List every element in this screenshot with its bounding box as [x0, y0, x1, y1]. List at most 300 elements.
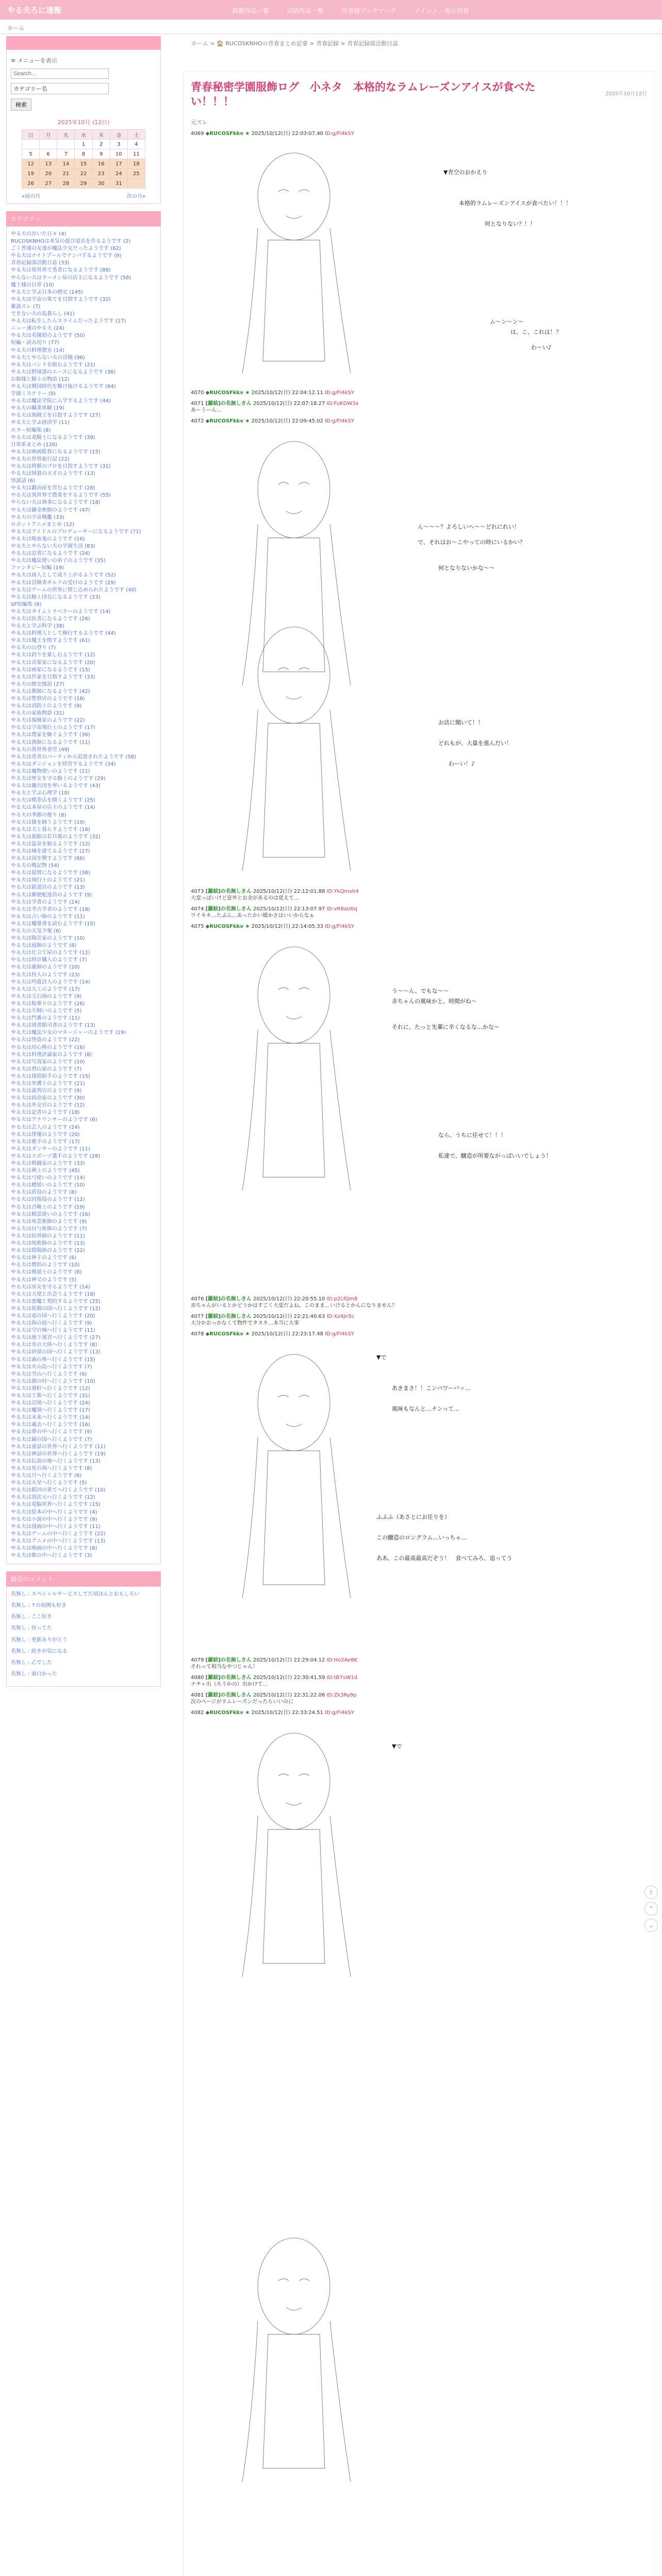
category-item[interactable]: やる夫は歌の中へ行くようです (3)	[11, 1553, 92, 1559]
category-item[interactable]: やる夫は宝石商のようです (9)	[11, 993, 82, 999]
category-item[interactable]: やる夫はダンジョンを経営するようです (34)	[11, 761, 116, 767]
category-item[interactable]: やる夫は剣士のようです (45)	[11, 1168, 80, 1174]
category-item[interactable]: やる夫はバンドを組むようです (21)	[11, 362, 95, 368]
category-item[interactable]: やる夫は銀河の果てへ行くようです (10)	[11, 1487, 106, 1494]
category-item[interactable]: やる夫と学ぶ心理学 (10)	[11, 790, 70, 796]
recent-comment-item[interactable]: 名無し : ↑の展開も好き	[11, 1603, 67, 1609]
category-item[interactable]: やる夫は大工のようです (17)	[11, 986, 80, 992]
home-link[interactable]: ホーム	[7, 25, 24, 31]
response-id[interactable]: ID:FuKDW3x	[326, 401, 359, 406]
category-item[interactable]: やる夫は薬師のようです (20)	[11, 964, 80, 971]
ascii-art-stroke	[258, 947, 330, 1043]
ascii-art-stroke	[242, 228, 351, 374]
response-date: 2025/10/12(日) 22:07:18.27	[253, 401, 325, 406]
category-item[interactable]: やる夫は弓使いのようです (14)	[11, 1175, 85, 1181]
response-num[interactable]: 4079	[191, 1657, 204, 1663]
category-item[interactable]: やらない夫は執事になるようです (18)	[11, 500, 101, 506]
category-item[interactable]: やる夫は空の城へ行くようです (11)	[11, 1328, 95, 1334]
response-id[interactable]: ID:vR8aU0q	[326, 906, 357, 912]
category-item[interactable]: やる夫の歴史探訪 (27)	[11, 681, 64, 687]
category-item[interactable]: ファンタジー短編 (19)	[11, 565, 64, 571]
response-num[interactable]: 4080	[191, 1675, 204, 1681]
nav-item-bookmarks[interactable]: 作者様ブックマーク	[341, 7, 397, 14]
recent-comment-item[interactable]: 名無し : 続きが気になる	[11, 1648, 68, 1654]
calendar-day[interactable]: 30	[92, 179, 110, 189]
category-item[interactable]: やる夫は音楽家になるようです (20)	[11, 659, 95, 666]
calendar-day[interactable]: 10	[110, 149, 127, 159]
response-id[interactable]: ID:Xz4Jn5c	[326, 1314, 355, 1319]
calendar-day[interactable]: 13	[40, 159, 57, 169]
calendar-day	[22, 140, 40, 149]
calendar-day[interactable]: 6	[40, 149, 57, 159]
category-item[interactable]: やる夫は城を建てるようです (27)	[11, 848, 90, 854]
category-item[interactable]: ホラー短編集 (8)	[11, 427, 51, 433]
calendar-day[interactable]: 7	[57, 149, 75, 159]
category-item[interactable]: やる夫の職業体験 (19)	[11, 405, 64, 412]
category-item[interactable]: やる夫は将棋のプロを目指すようです (31)	[11, 464, 111, 469]
ascii-art-stroke	[278, 482, 309, 514]
category-item[interactable]: やる夫は魔王を倒すようです (61)	[11, 638, 90, 644]
category-item[interactable]: やる夫はタイムトラベラーのようです (14)	[11, 608, 111, 615]
site-title[interactable]: やる夫ろに速報	[7, 6, 62, 15]
category-item[interactable]: やる夫は星の海へ行くようです (8)	[11, 1465, 92, 1471]
category-item[interactable]: やる夫は魔法学院に入学するようです (44)	[11, 398, 111, 404]
category-item[interactable]: やる夫は飛行士のようです (21)	[11, 877, 85, 884]
category-item[interactable]: やる夫は付与術師のようです (7)	[11, 1226, 87, 1232]
category-item[interactable]: やる夫は僧侶のようです (10)	[11, 1262, 80, 1268]
category-item[interactable]: やる夫は写真家のようです (10)	[11, 1059, 85, 1065]
category-item[interactable]: やる夫は船乗りのようです (26)	[11, 1001, 85, 1007]
category-item[interactable]: やる夫は格闘家のようです (33)	[11, 1161, 85, 1166]
calendar-day[interactable]: 5	[22, 149, 40, 159]
category-item[interactable]: やる夫は映画監督になるようです (15)	[11, 449, 101, 455]
category-item[interactable]: やる夫は森の奥へ行くようです (15)	[11, 1357, 95, 1363]
category-item[interactable]: やる夫は雪山へ行くようです (6)	[11, 1371, 87, 1377]
nav-item-works[interactable]: 掲載作品一覧	[232, 7, 270, 14]
category-item[interactable]: やる夫とやらない夫の冒険 (96)	[11, 354, 85, 361]
search-button[interactable]: 検索	[11, 98, 31, 111]
response-num[interactable]: 4073	[191, 889, 204, 894]
calendar-day[interactable]: 2	[92, 140, 110, 149]
response-id[interactable]: ID:p2LfQm8	[326, 1296, 358, 1302]
category-item[interactable]: 怪談話 (6)	[11, 478, 36, 484]
category-item[interactable]: できない夫の島暮らし (41)	[11, 311, 75, 317]
category-item[interactable]: やる夫は転生したらスライムだったようです (17)	[11, 318, 126, 325]
category-item[interactable]: やる夫は神父のようです (5)	[11, 1277, 77, 1283]
calendar-day	[40, 140, 57, 149]
category-item[interactable]: お姫様と騎士の物語 (12)	[11, 376, 70, 382]
category-item[interactable]: やる夫はゲームの中へ行くようです (22)	[11, 1531, 106, 1537]
response	[191, 1296, 647, 1309]
category-item[interactable]: やる夫は辺境へ行くようです (24)	[11, 1400, 90, 1406]
breadcrumb[interactable]: ホーム > 🏠 RUCOSKNHOの青春まとめ記事 > 青春記録 > 青春記録部活動日誌	[191, 40, 399, 47]
ascii-art-stroke	[278, 1774, 309, 1805]
category-item[interactable]: やる夫は考古学者のようです (18)	[11, 906, 90, 912]
calendar-day[interactable]: 19	[22, 169, 40, 179]
category-item[interactable]: やる夫は弁護士のようです (21)	[11, 1080, 85, 1087]
aa-dialogue: 何となりない？！！	[485, 221, 536, 227]
calendar-day	[127, 179, 145, 189]
recent-comments-box	[6, 1586, 161, 1687]
category-item[interactable]: やる夫は吟遊詩人のようです (14)	[11, 979, 90, 985]
category-item[interactable]: 雑談スレ (7)	[11, 303, 41, 310]
category-item[interactable]: やる夫は消防士のようです (9)	[11, 703, 82, 709]
category-box	[6, 226, 161, 1564]
category-item[interactable]: やる夫は警察官のようです (18)	[11, 696, 85, 702]
calendar-day[interactable]: 24	[110, 169, 127, 179]
category-item[interactable]: やる夫は呪術師のようです (13)	[11, 1241, 85, 1247]
category-item[interactable]: やる夫は提督になるようです (38)	[11, 870, 90, 876]
response-date: 2025/10/12(日) 22:21:40.63	[253, 1314, 325, 1319]
calendar-next[interactable]: 次の月»	[126, 194, 145, 199]
response-num[interactable]: 4081	[191, 1692, 204, 1698]
category-item[interactable]: やる夫はスポーツ選手のようです (28)	[11, 1153, 101, 1159]
response-num[interactable]: 4071	[191, 401, 204, 406]
category-item[interactable]: やる夫は仕立て屋のようです (12)	[11, 950, 90, 956]
response	[191, 1709, 647, 1716]
category-item[interactable]: やる夫の歩いた日々 (4)	[11, 231, 67, 237]
category-item[interactable]: やる夫はダンサーのようです (11)	[11, 1146, 90, 1152]
category-item[interactable]: やる夫の季節の便り (8)	[11, 812, 67, 818]
response-num[interactable]: 4074	[191, 906, 204, 912]
category-item[interactable]: やる夫は漁師になるようです (11)	[11, 739, 90, 745]
aa-dialogue: あきまさ！！こンパワーバッ…	[392, 1385, 471, 1392]
category-select[interactable]: カテゴリー名	[11, 83, 109, 94]
category-item[interactable]: やる夫は鍛冶屋を営むようです (28)	[11, 485, 95, 492]
category-item[interactable]: やる夫は郵便配達員のようです (9)	[11, 892, 92, 898]
category-item[interactable]: やる夫は騎士団長になるようです (23)	[11, 594, 101, 600]
category-item[interactable]: やる夫は別次元へ行くようです (12)	[11, 1495, 95, 1501]
category-item[interactable]: やる夫の山登り (7)	[11, 645, 56, 651]
category-item[interactable]: やる夫は盾役のようです (8)	[11, 1190, 77, 1196]
calendar-day[interactable]: 12	[22, 159, 40, 169]
category-item[interactable]: やる夫は陰陽師のようです (22)	[11, 1248, 85, 1254]
category-item[interactable]: やる夫は聖女を守る騎士のようです (29)	[11, 776, 106, 782]
category-item[interactable]: やる夫は陶芸家のようです (10)	[11, 936, 85, 942]
category-item[interactable]: やる夫は異世界で農業をするようです (55)	[11, 493, 111, 499]
category-item[interactable]: やる夫は画家になるようです (15)	[11, 667, 90, 673]
category-item[interactable]: やる夫は魔法使いの弟子のようです (35)	[11, 558, 106, 564]
ascii-art-stroke	[242, 1437, 351, 1598]
response-id[interactable]: ID:tB7vW1d	[326, 1675, 358, 1681]
aa-dialogue: う〜〜ん、でもな〜〜	[392, 988, 449, 994]
category-item[interactable]: やる夫は俳優のようです (20)	[11, 1131, 80, 1138]
category-item[interactable]: やる夫は錬金術師のようです (47)	[11, 507, 90, 513]
calendar-day[interactable]: 1	[75, 140, 92, 149]
category-item[interactable]: やる夫は用心棒のようです (16)	[11, 1044, 85, 1050]
response-date: 2025/10/12(日) 22:12:01.88	[253, 889, 325, 894]
calendar	[22, 129, 145, 189]
category-item[interactable]: 学園ミステリー (9)	[11, 391, 56, 397]
category-item[interactable]: やる夫は鏡の国へ行くようです (7)	[11, 1436, 92, 1443]
category-item[interactable]: やる夫は火山島へ行くようです (7)	[11, 1364, 92, 1370]
response-num[interactable]: 4075	[191, 924, 204, 929]
category-item[interactable]: やる夫はアイドルのプロデューサーになるようです (71)	[11, 529, 141, 535]
category-item[interactable]: やる夫は魔境へ行くようです (17)	[11, 1408, 90, 1414]
category-item[interactable]: やる夫は電脳世界へ行くようです (15)	[11, 1502, 101, 1508]
category-item[interactable]: やる夫とやらない夫の学園生活 (83)	[11, 544, 95, 550]
category-item[interactable]: やる夫は羊飼いのようです (5)	[11, 1008, 82, 1014]
category-item[interactable]: やる夫は修道士のようです (8)	[11, 1269, 82, 1276]
recent-comments-list	[11, 1591, 156, 1678]
category-item[interactable]: やる夫は地下迷宮へ行くようです (27)	[11, 1335, 101, 1341]
category-item[interactable]: やる夫は喫茶店を開くようです (25)	[11, 798, 95, 804]
category-item[interactable]: やる夫は芸人のようです (24)	[11, 1124, 80, 1130]
recent-comment-item[interactable]: 名無し : 乙でした	[11, 1659, 52, 1666]
response-id[interactable]: ID:g/FI4kSY	[325, 390, 355, 396]
category-item[interactable]: やる夫はアニメの中へ行くようです (13)	[11, 1538, 106, 1544]
category-item[interactable]: やる夫は商人として成り上がるようです (52)	[11, 572, 116, 579]
category-item[interactable]: やる夫は農家を継ぐようです (36)	[11, 732, 90, 738]
category-item[interactable]: やる夫は作家を目指すようです (33)	[11, 674, 95, 680]
category-item[interactable]: やる夫はナイトプールでナンパするようです (9)	[11, 253, 122, 259]
search-input[interactable]	[11, 69, 109, 79]
category-item[interactable]: やる夫は探検家のようです (22)	[11, 718, 85, 724]
aa-dialogue: なら、うちに任せて！！！	[438, 1132, 506, 1139]
nav-item-display[interactable]: アイコン・表示切替	[414, 7, 469, 14]
category-item[interactable]: やる夫は海賊王を目指すようです (27)	[11, 413, 101, 419]
response-num[interactable]: 4069	[191, 131, 204, 137]
response-num[interactable]: 4078	[191, 1331, 204, 1337]
category-item[interactable]: やる夫は医者になるようです (26)	[11, 616, 90, 622]
calendar-week	[22, 149, 145, 159]
category-item[interactable]: やる夫は死霊術師のようです (9)	[11, 1218, 87, 1225]
category-item[interactable]: やる夫は門番のようです (11)	[11, 1015, 80, 1022]
category-item[interactable]: やる夫は犬と暮らすようです (16)	[11, 826, 90, 833]
menu-toggle[interactable]: ≡ メニューを表示	[11, 57, 57, 64]
category-item[interactable]: やる夫は神主のようです (6)	[11, 1255, 77, 1261]
response-num[interactable]: 4082	[191, 1710, 204, 1716]
category-item[interactable]: やる夫は過去へ行くようです (16)	[11, 1422, 90, 1428]
response-num[interactable]: 4076	[191, 1296, 204, 1302]
category-item[interactable]: やる夫は登山家のようです (7)	[11, 1066, 82, 1072]
category-item[interactable]: やる夫は裁判官のようです (9)	[11, 1088, 82, 1094]
category-item[interactable]: やる夫は伝説の地へ行くようです (13)	[11, 1458, 101, 1464]
category-item[interactable]: やる夫は召喚士のようです (19)	[11, 1204, 85, 1210]
category-item[interactable]: やる夫は図書館司書のようです (13)	[11, 1023, 95, 1029]
category-item[interactable]: やる夫は宇宙飛行士のようです (17)	[11, 725, 95, 731]
category-item[interactable]: やる夫は精霊使いのようです (16)	[11, 1211, 90, 1217]
calendar-day[interactable]: 22	[75, 169, 92, 179]
category-item[interactable]: やる夫は戦国時代を駆け抜けるようです (64)	[11, 383, 116, 389]
calendar-day[interactable]: 3	[110, 140, 127, 149]
category-item[interactable]: やる夫の異世界食堂 (49)	[11, 747, 70, 753]
category-item[interactable]: やる夫は港町へ行くようです (12)	[11, 1385, 90, 1392]
calendar-day[interactable]: 26	[22, 179, 40, 189]
scroll-bottom-icon[interactable]: ⌄	[644, 1919, 658, 1932]
recent-comment-item[interactable]: 名無し : 更新ありがとう	[11, 1637, 68, 1643]
article-title: 青春秘密学園服飾ログ 小ネタ 本格的なラムレーズンアイスが食べたい！！！	[191, 81, 536, 108]
category-item[interactable]: やる夫と学ぶ経済学 (11)	[11, 420, 70, 426]
category-item[interactable]: やる夫は童話の世界へ行くようです (11)	[11, 1444, 106, 1450]
category-item[interactable]: やる夫は料理評論家のようです (8)	[11, 1052, 92, 1058]
category-item[interactable]: やる夫の家族物語 (31)	[11, 710, 64, 717]
category-item[interactable]: やる夫は料理人として修行するようです (44)	[11, 631, 116, 637]
category-item[interactable]: やる夫は未来へ行くようです (14)	[11, 1415, 90, 1421]
category-item[interactable]: やる夫の宇宙戦艦 (33)	[11, 514, 64, 520]
recent-comment-item[interactable]: 名無し : 面白かった	[11, 1671, 57, 1677]
calendar-day[interactable]: 20	[40, 169, 57, 179]
share-icon[interactable]: ⇪	[644, 1886, 658, 1899]
ascii-art-figure	[222, 936, 376, 1204]
category-item[interactable]: やる夫は回復役のようです (12)	[11, 1197, 85, 1203]
category-item[interactable]: ごく普通の友達が魔法少女だったようです (62)	[11, 246, 121, 252]
recent-comment-item[interactable]: 名無し : スペシャルサービスしてた頃ほんとおもしろい	[11, 1591, 140, 1598]
category-item[interactable]: やる夫は砂漠の国へ行くようです (13)	[11, 1349, 101, 1355]
category-item[interactable]: やる夫は魔導書を読むようです (15)	[11, 921, 95, 927]
category-item[interactable]: やる夫は教師になるようです (42)	[11, 688, 90, 694]
category-item[interactable]: やる夫は傭兵団を率いるようです (43)	[11, 783, 101, 789]
category-item[interactable]: ニュー速のやる夫 (24)	[11, 326, 64, 332]
category-item[interactable]: やる夫は映画の中へ行くようです (8)	[11, 1545, 97, 1551]
aa-dialogue: ム〜ン〜ン〜	[490, 318, 524, 325]
category-item[interactable]: やる夫は天使と出会うようです (18)	[11, 1291, 95, 1297]
category-item[interactable]: やる夫は結界師のようです (11)	[11, 1233, 85, 1239]
category-item[interactable]: やる夫は妖精の国へ行くようです (12)	[11, 1306, 101, 1312]
scroll-top-icon[interactable]: ⌃	[644, 1902, 658, 1916]
category-item[interactable]: ロボットアニメまとめ (12)	[11, 521, 74, 528]
category-item[interactable]: やる夫は火星へ行くようです (5)	[11, 1480, 87, 1486]
category-item[interactable]: RUCOSKNHOは本気の遊び道具を作るようです (2)	[11, 239, 131, 245]
calendar-day[interactable]: 25	[127, 169, 145, 179]
category-item[interactable]: やる夫の戦記物 (54)	[11, 863, 59, 869]
category-item[interactable]: やる夫は国を興すようです (66)	[11, 856, 85, 862]
category-item[interactable]: 日常系まとめ (120)	[11, 442, 58, 448]
category-item[interactable]: やる夫は氷の大陸へ行くようです (8)	[11, 1342, 97, 1348]
category-item[interactable]: やる夫は異世界で勇者になるようです (88)	[11, 267, 111, 274]
category-item[interactable]: 魔王様の日常 (10)	[11, 282, 54, 288]
category-item[interactable]: やる夫は宇宙の果てを目指すようです (32)	[11, 296, 111, 302]
calendar-day[interactable]: 16	[92, 159, 110, 169]
category-item[interactable]: やる夫は野球部のエースになるようです (36)	[11, 369, 116, 375]
category-item[interactable]: やる夫は巫女を守るようです (14)	[11, 1284, 90, 1290]
category-item[interactable]: やる夫は湖の村へ行くようです (10)	[11, 1378, 95, 1384]
category-item[interactable]: やる夫は神話の世界へ行くようです (19)	[11, 1451, 106, 1457]
calendar-day[interactable]: 28	[57, 179, 75, 189]
category-item[interactable]: やる夫は海の底へ行くようです (9)	[11, 1320, 92, 1327]
category-item[interactable]: やる夫は温泉を掘るようです (12)	[11, 841, 90, 847]
calendar-day[interactable]: 27	[40, 179, 57, 189]
category-item[interactable]: やる夫は鉄道員のようです (13)	[11, 885, 85, 891]
category-item[interactable]: やる夫は釣りを楽しむようです (12)	[11, 652, 95, 658]
category-item[interactable]: やらない夫はラーメン屋の店主になるようです (58)	[11, 275, 131, 281]
category-item[interactable]: やる夫は外交官のようです (12)	[11, 1103, 85, 1109]
response-num[interactable]: 4077	[191, 1314, 204, 1319]
response-num[interactable]: 4070	[191, 390, 204, 396]
calendar-day[interactable]: 14	[57, 159, 75, 169]
category-item[interactable]: やる夫は怪盗のようです (22)	[11, 1037, 80, 1043]
category-item[interactable]: やる夫は猫を飼うようです (19)	[11, 819, 85, 825]
category-item[interactable]: やる夫は悪魔と契約するようです (25)	[11, 1298, 101, 1304]
category-item[interactable]: SF短編集 (9)	[11, 601, 42, 607]
category-item[interactable]: やる夫の料理教室 (14)	[11, 347, 64, 353]
category-item[interactable]: やる夫は名探偵のようです (50)	[11, 333, 85, 339]
category-item[interactable]: やる夫は竜騎士になるようです (39)	[11, 434, 95, 440]
ascii-art-stroke	[278, 668, 309, 699]
category-item[interactable]: やる夫は占い師のようです (11)	[11, 913, 85, 920]
category-item[interactable]: やる夫はゲームの世界に閉じ込められたようです (40)	[11, 587, 137, 593]
calendar-day[interactable]: 9	[92, 149, 110, 159]
calendar-day[interactable]: 18	[127, 159, 145, 169]
category-item[interactable]: やる夫は夢の中へ行くようです (9)	[11, 1429, 92, 1435]
ascii-art-block	[222, 936, 647, 1292]
category-item[interactable]: やる夫は月へ行くようです (6)	[11, 1473, 82, 1479]
category-item[interactable]: やる夫は狩人のようです (23)	[11, 972, 80, 978]
category-item[interactable]: やる夫は旅館の若旦那のようです (32)	[11, 834, 101, 840]
category-item[interactable]: やる夫は漫画の中へ行くようです (11)	[11, 1523, 101, 1530]
category-item[interactable]: やる夫は槍使いのようです (10)	[11, 1182, 85, 1189]
response-date: 2025/10/12(日) 22:03:07.40	[251, 131, 323, 137]
nav-item-completed[interactable]: 完結作品一覧	[287, 7, 324, 14]
response-id[interactable]: ID:g/FI4kSY	[325, 1710, 355, 1716]
response-id[interactable]: ID:Zk3Ry9p	[326, 1692, 357, 1698]
category-item[interactable]: やる夫は学者のようです (24)	[11, 899, 80, 905]
category-item[interactable]: やる夫は竜の国へ行くようです (20)	[11, 1313, 95, 1319]
calendar-day[interactable]: 8	[75, 149, 92, 159]
ascii-art-stroke	[278, 988, 309, 1019]
response-id[interactable]: ID:Ho2Ae8K	[326, 1657, 358, 1663]
response-id[interactable]: ID:g/FI4kSY	[325, 1331, 355, 1337]
category-item[interactable]: やる夫はアナウンサーのようです (6)	[11, 1117, 97, 1123]
calendar-day[interactable]: 29	[75, 179, 92, 189]
category-item[interactable]: 短編・読み切り (77)	[11, 340, 59, 346]
category-item[interactable]: やる夫は吸血鬼のようです (16)	[11, 536, 85, 542]
calendar-weekday: 木	[92, 130, 110, 140]
category-item[interactable]: やる夫と学ぶ日本の歴史 (145)	[11, 289, 84, 295]
category-item[interactable]: やる夫は探偵助手のようです (15)	[11, 1073, 90, 1079]
response-num[interactable]: 4072	[191, 418, 204, 424]
category-item[interactable]: やる夫の世界旅行記 (22)	[11, 456, 70, 462]
response-id[interactable]: ID:g/FI4kSY	[325, 418, 355, 424]
category-item[interactable]: やる夫は魔物使いのようです (21)	[11, 768, 90, 774]
category-item[interactable]: やる夫は政治家のようです (30)	[11, 1095, 85, 1101]
response-id[interactable]: ID:g/FI4kSY	[325, 924, 355, 929]
category-item[interactable]: やる夫は囲碁の天才のようです (13)	[11, 471, 95, 477]
calendar-day[interactable]: 4	[127, 140, 145, 149]
aa-dialogue: 私達で、醸造が所要ながっぱいいでしょう！	[438, 1153, 552, 1159]
calendar-day[interactable]: 21	[57, 169, 75, 179]
category-item[interactable]: やる夫は絵本の中へ行くようです (4)	[11, 1509, 97, 1515]
response-id[interactable]: ID:YkQmxh4	[326, 889, 359, 894]
category-item[interactable]: やる夫は時計職人のようです (7)	[11, 957, 87, 963]
category-item[interactable]: やる夫は歌手のようです (17)	[11, 1139, 80, 1145]
calendar-day[interactable]: 31	[110, 179, 127, 189]
calendar-day[interactable]: 23	[92, 169, 110, 179]
category-item[interactable]: やる夫は本屋の店主のようです (14)	[11, 805, 95, 811]
ascii-art-block	[222, 143, 647, 385]
category-item[interactable]: やる夫と学ぶ科学 (38)	[11, 623, 64, 630]
category-item[interactable]: やる夫は庭師のようです (8)	[11, 943, 77, 949]
category-item[interactable]: やる夫は勇者のパーティから追放されたようです (58)	[11, 754, 136, 760]
category-item[interactable]: やる夫は王都へ行くようです (31)	[11, 1393, 90, 1399]
calendar-day[interactable]: 17	[110, 159, 127, 169]
category-item[interactable]: やる夫は冒険者ギルドの受付のようです (29)	[11, 580, 116, 586]
calendar-nav	[22, 192, 145, 199]
category-item[interactable]: やる夫は小説の中へ行くようです (9)	[11, 1516, 97, 1522]
response-id[interactable]: ID:g/FI4kSY	[325, 131, 355, 137]
recent-comment-item[interactable]: 名無し : ここ好き	[11, 1614, 52, 1620]
calendar-day[interactable]: 11	[127, 149, 145, 159]
calendar-day[interactable]: 15	[75, 159, 92, 169]
category-item[interactable]: やる夫は魔法少女のマネージャーのようです (19)	[11, 1030, 126, 1036]
category-item[interactable]: やる夫の天気予報 (6)	[11, 928, 61, 934]
calendar-prev[interactable]: «前の月	[22, 194, 41, 199]
original-thread-link[interactable]: 元スレ	[191, 119, 208, 126]
category-item[interactable]: 青春記録部活動日誌 (33)	[11, 260, 70, 266]
category-item[interactable]: やる夫は記者のようです (18)	[11, 1110, 80, 1116]
category-item[interactable]: やる夫は忍者になるようです (24)	[11, 551, 90, 557]
recent-comment-item[interactable]: 名無し : 待ってた	[11, 1625, 52, 1632]
